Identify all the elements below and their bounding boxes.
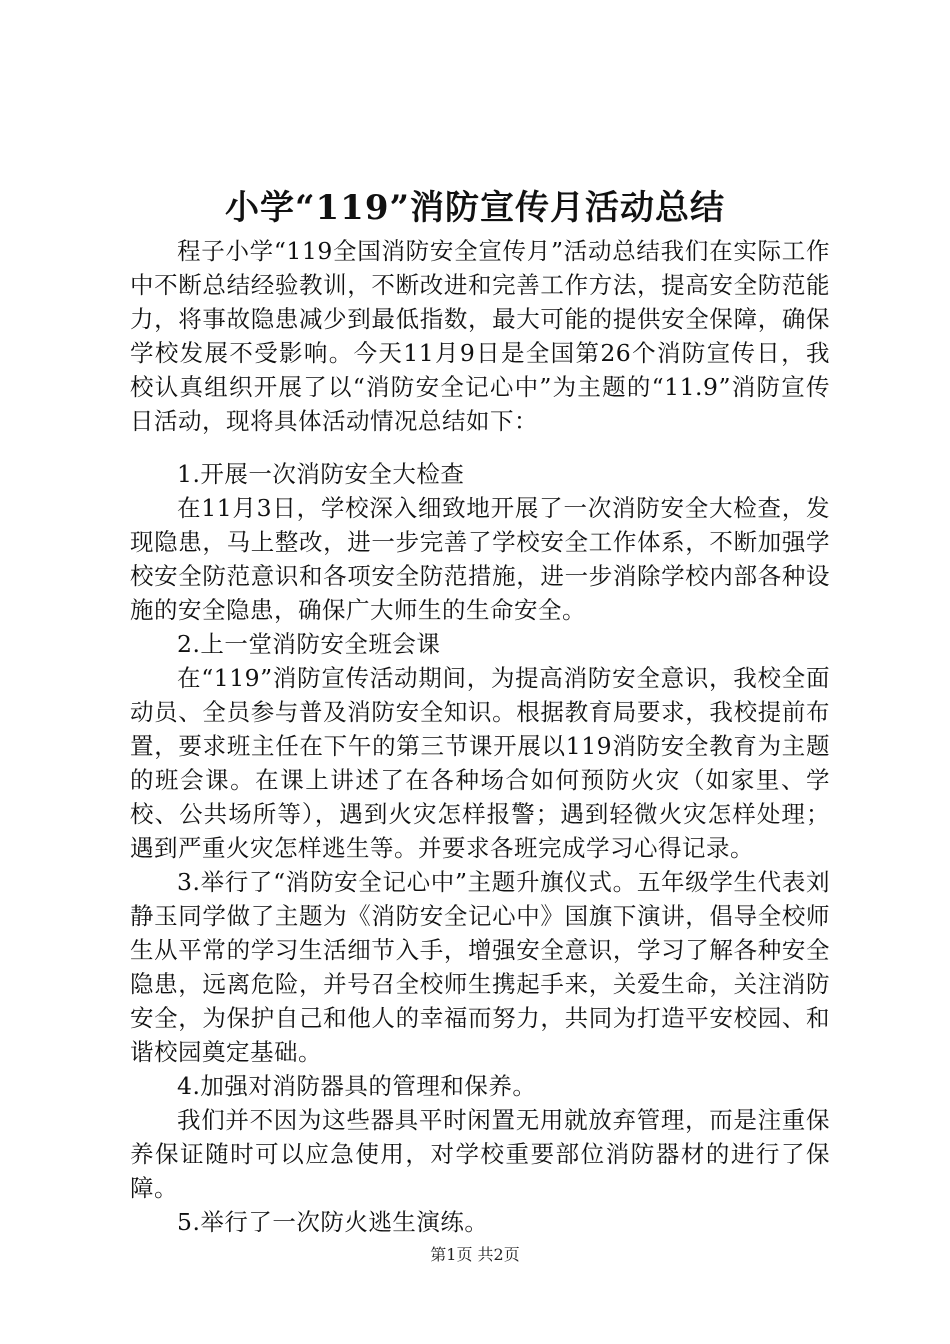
section-heading-1: 1.开展一次消防安全大检查	[177, 460, 465, 488]
section-body-1: 在11月3日，学校深入细致地开展了一次消防安全大检查，发现隐患，马上整改，进一步完善了学校安全工作体系，不断加强学校安全防范意识和各项安全防范措施，进一步消除学校内部各种设施的安全隐患，确保广大师生的生命安全。	[130, 494, 830, 624]
paragraph-spacer	[130, 438, 830, 457]
section-3-paragraph: 3.举行了“消防安全记心中”主题升旗仪式。五年级学生代表刘静玉同学做了主题为《消防安全记心中》国旗下演讲，倡导全校师生从平常的学习生活细节入手，增强安全意识，学习了解各种安全隐患，远离危险，并号召全校师生携起手来，关爱生命，关注消防安全，为保护自己和他人的幸福而努力，共同为打造平安校园、和谐校园奠定基础。	[130, 868, 830, 1066]
section-heading-5: 5.举行了一次防火逃生演练。	[177, 1208, 489, 1236]
document-title: 小学“119”消防宣传月活动总结	[224, 188, 726, 228]
document-body	[130, 234, 830, 1239]
section-heading-4: 4.加强对消防器具的管理和保养。	[177, 1072, 537, 1100]
page-footer: 第1页 共2页	[430, 1245, 520, 1264]
section-body-2: 在“119”消防宣传活动期间，为提高消防安全意识，我校全面动员、全员参与普及消防安全知识。根据教育局要求，我校提前布置，要求班主任在下午的第三节课开展以119消防安全教育为主题的班会课。在课上讲述了在各种场合如何预防火灾（如家里、学校、公共场所等），遇到火灾怎样报警；遇到轻微火灾怎样处理；遇到严重火灾怎样逃生等。并要求各班完成学习心得记录。	[130, 664, 830, 862]
section-body-4: 我们并不因为这些器具平时闲置无用就放弃管理，而是注重保养保证随时可以应急使用，对学校重要部位消防器材的进行了保障。	[130, 1106, 830, 1202]
intro-paragraph: 程子小学“119全国消防安全宣传月”活动总结我们在实际工作中不断总结经验教训，不断改进和完善工作方法，提高安全防范能力，将事故隐患减少到最低指数，最大可能的提供安全保障，确保学校发展不受影响。今天11月9日是全国第26个消防宣传日，我校认真组织开展了以“消防安全记心中”为主题的“11.9”消防宣传日活动，现将具体活动情况总结如下：	[130, 237, 830, 435]
section-heading-2: 2.上一堂消防安全班会课	[177, 630, 441, 658]
